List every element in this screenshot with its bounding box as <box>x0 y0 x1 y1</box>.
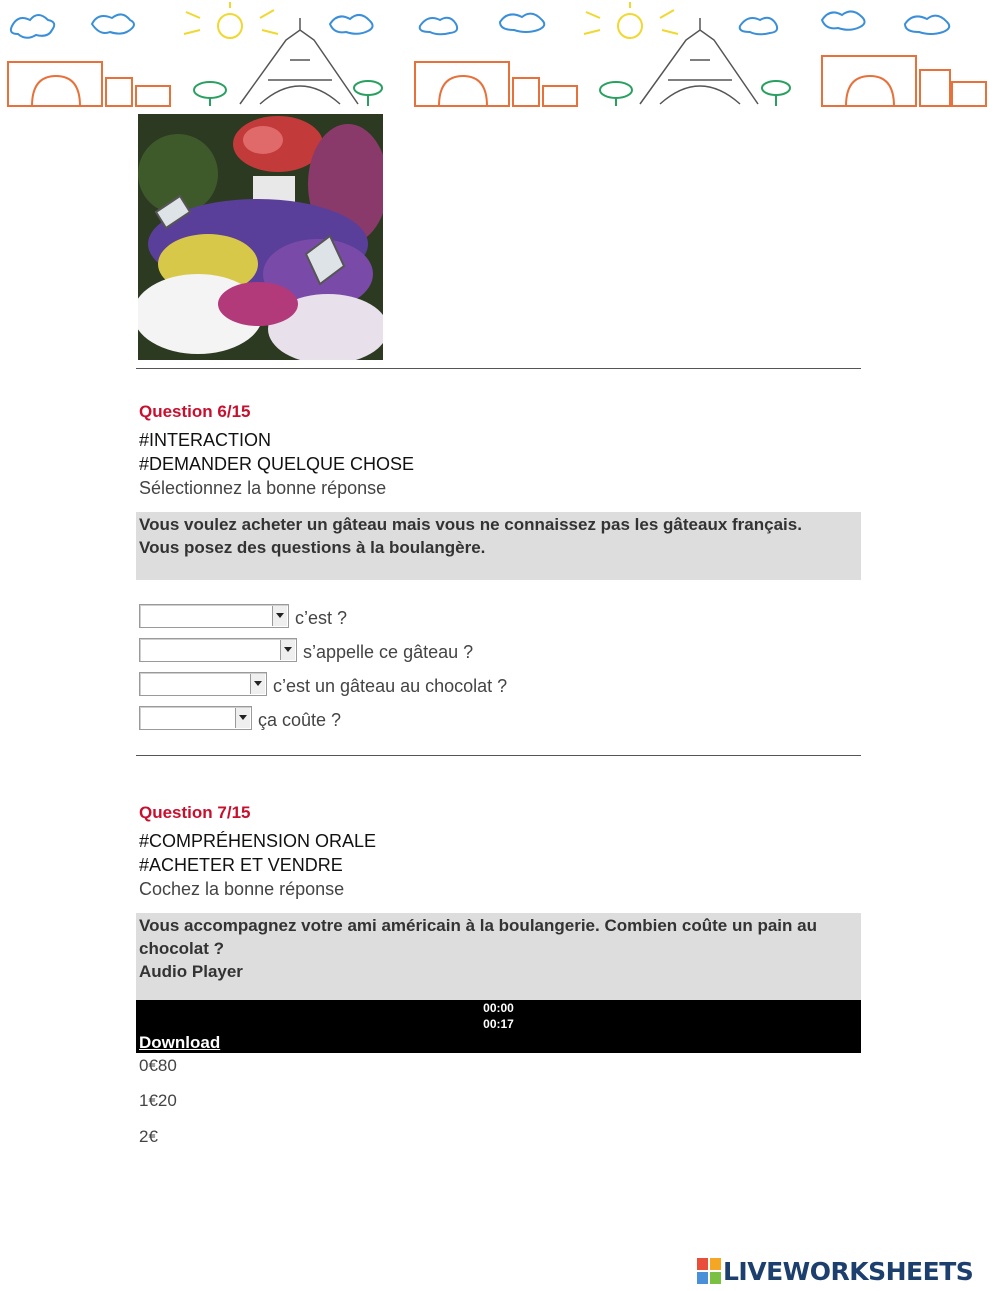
chevron-down-icon[interactable] <box>235 708 250 728</box>
divider <box>136 755 861 756</box>
answer-dropdown-3[interactable] <box>139 672 267 696</box>
download-link[interactable]: Download <box>139 1033 221 1052</box>
question-7-instruction: Cochez la bonne réponse <box>139 879 345 899</box>
chevron-down-icon[interactable] <box>272 606 287 626</box>
question-7-prompt-line-2: chocolat ? <box>139 939 225 958</box>
question-7-tag-2: #ACHETER ET VENDRE <box>139 855 343 875</box>
question-7-prompt <box>136 913 861 1000</box>
question-6-prompt <box>136 512 861 580</box>
paris-banner <box>0 0 1000 112</box>
question-6-title: Question 6/15 <box>139 402 251 421</box>
question-6-prompt-line-1: Vous voulez acheter un gâteau mais vous ne connaissez pas les gâteaux français. <box>139 515 802 534</box>
question-6-tag-2: #DEMANDER QUELQUE CHOSE <box>139 454 415 474</box>
question-6-row-3-text: c’est un gâteau au chocolat ? <box>273 676 508 696</box>
question-6-row-2 <box>139 634 473 662</box>
question-6-row-2-text: s’appelle ce gâteau ? <box>303 642 474 662</box>
answer-dropdown-4[interactable] <box>139 706 252 730</box>
question-7-prompt-line-1: Vous accompagnez votre ami américain à la boulangerie. Combien coûte un pain au <box>139 916 817 935</box>
question-6-tag-1: #INTERACTION <box>139 430 272 450</box>
answer-dropdown-2[interactable] <box>139 638 297 662</box>
liveworksheets-logo <box>697 1256 973 1286</box>
question-7-title: Question 7/15 <box>139 803 251 822</box>
answer-option-1[interactable]: 0€80 <box>139 1056 177 1075</box>
question-7-tag-1: #COMPRÉHENSION ORALE <box>139 831 377 851</box>
audio-current-time: 00:00 <box>483 1001 514 1015</box>
liveworksheets-logo-icon <box>697 1258 721 1284</box>
question-6-row-4-text: ça coûte ? <box>258 710 342 730</box>
audio-player-label: Audio Player <box>139 962 243 981</box>
question-6-instruction: Sélectionnez la bonne réponse <box>139 478 387 498</box>
question-6-prompt-line-2: Vous posez des questions à la boulangère. <box>139 538 486 557</box>
question-6-row-1-text: c’est ? <box>295 608 348 628</box>
audio-player[interactable] <box>136 1000 861 1053</box>
answer-option-2[interactable]: 1€20 <box>139 1091 177 1110</box>
divider <box>136 368 861 369</box>
logo-text: LIVEWORKSHEETS <box>723 1256 974 1286</box>
question-6-row-3 <box>139 668 507 696</box>
chevron-down-icon[interactable] <box>280 640 295 660</box>
chevron-down-icon[interactable] <box>250 674 265 694</box>
question-6-row-1 <box>139 600 347 628</box>
flower-market-photo <box>138 114 383 360</box>
answer-dropdown-1[interactable] <box>139 604 289 628</box>
question-6-row-4 <box>139 702 341 730</box>
answer-option-3[interactable]: 2€ <box>139 1127 158 1146</box>
audio-duration: 00:17 <box>483 1017 514 1031</box>
